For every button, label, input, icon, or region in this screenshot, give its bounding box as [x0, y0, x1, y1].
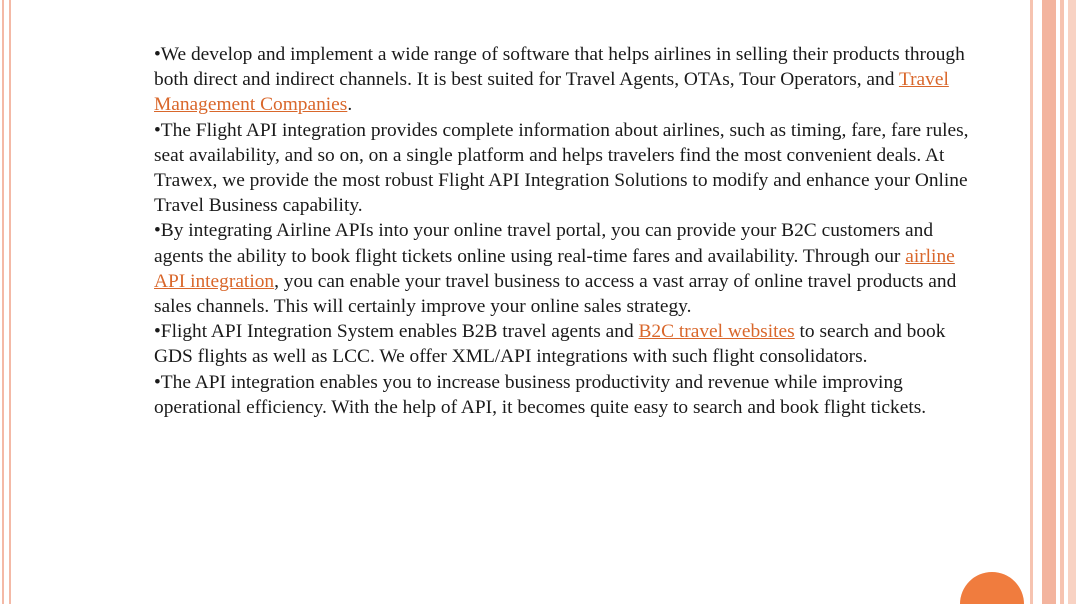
right-border-stripe	[1060, 0, 1064, 604]
bullet-paragraph	[154, 42, 969, 118]
right-border-stripe	[1030, 0, 1033, 604]
paragraph-text: •By integrating Airline APIs into your online travel portal, you can provide your B2C customers and agents the ability to book flight tickets online using real-time fares and availability. Through our	[154, 220, 934, 267]
b2c-travel-websites-link[interactable]: B2C travel websites	[638, 321, 795, 343]
decorative-circle	[960, 572, 1024, 604]
paragraph-text: .	[347, 94, 353, 116]
paragraph-text: •Flight API Integration System enables B2B travel agents and	[154, 321, 639, 343]
slide-body	[154, 42, 969, 420]
right-border-stripe	[1042, 0, 1056, 604]
paragraph-text: •We develop and implement a wide range of software that helps airlines in selling their products through both direct and indirect channels. It is best suited for Travel Agents, OTAs, Tour Operators, and	[154, 44, 965, 91]
bullet-paragraph	[154, 370, 969, 420]
bullet-paragraph	[154, 319, 969, 369]
airline-api-integration-link[interactable]: airline API integration	[154, 245, 955, 292]
paragraph-text: to search and book GDS flights as well as LCC. We offer XML/API integrations with such flight consolidators.	[154, 321, 946, 368]
paragraph-text: •The Flight API integration provides complete information about airlines, such as timing, fare, fare rules, seat availability, and so on, on a single platform and helps travelers find the most convenient deals. At Trawex, we provide the most robust Flight API Integration Solutions to modify and enhance your Online Travel Business capability.	[154, 119, 969, 217]
left-border-line	[2, 0, 4, 604]
right-border-stripe	[1068, 0, 1076, 604]
travel-management-companies-link[interactable]: Travel Management Companies	[154, 69, 949, 116]
left-border-line	[9, 0, 11, 604]
bullet-paragraph	[154, 118, 969, 219]
paragraph-text: •The API integration enables you to increase business productivity and revenue while improving operational efficiency. With the help of API, it becomes quite easy to search and book flight tickets.	[154, 371, 927, 418]
bullet-paragraph	[154, 218, 969, 319]
paragraph-text: , you can enable your travel business to access a vast array of online travel products and sales channels. This will certainly improve your online sales strategy.	[154, 270, 957, 318]
